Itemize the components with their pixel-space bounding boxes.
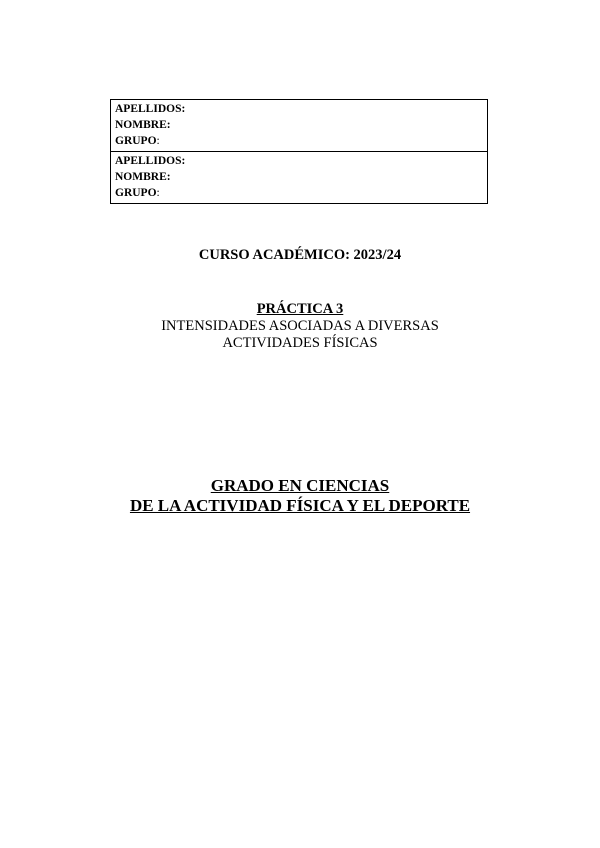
name-field[interactable] [115,169,483,185]
student-info-table [110,99,488,204]
name-label: NOMBRE: [115,171,171,183]
surname-field[interactable] [115,153,483,169]
name-field[interactable] [115,117,483,133]
practice-title: PRÁCTICA 3 [256,301,344,317]
student-block-1 [111,100,487,151]
course-year-heading: CURSO ACADÉMICO: 2023/24 [198,247,402,263]
practice-subtitle-line-1: INTENSIDADES ASOCIADAS A DIVERSAS [161,318,439,334]
group-field[interactable] [115,185,483,201]
practice-heading-block [0,301,600,352]
student-block-2 [111,151,487,203]
degree-line-2: DE LA ACTIVIDAD FÍSICA Y EL DEPORTE [129,496,471,515]
surname-label: APELLIDOS: [115,103,186,115]
practice-subtitle-line-2: ACTIVIDADES FÍSICAS [222,335,378,351]
degree-heading-block [0,476,600,516]
group-field[interactable] [115,133,483,149]
group-label: GRUPO [115,187,157,199]
group-colon: : [156,135,160,147]
group-label: GRUPO [115,135,157,147]
surname-label: APELLIDOS: [115,155,186,167]
name-label: NOMBRE: [115,119,171,131]
group-colon: : [156,187,160,199]
degree-line-1: GRADO EN CIENCIAS [210,476,390,495]
surname-field[interactable] [115,101,483,117]
